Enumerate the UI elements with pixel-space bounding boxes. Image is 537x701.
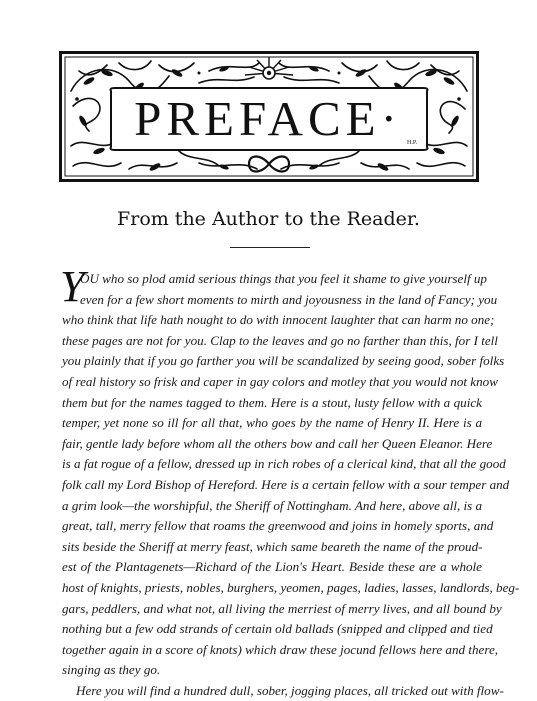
body-line: even for a few short moments to mirth and joyousness in the land of Fancy; you bbox=[80, 291, 498, 307]
body-line: host of knights, priests, nobles, burghers, yeomen, pages, ladies, lasses, landlords, beg- bbox=[62, 579, 520, 595]
preface-body bbox=[60, 262, 520, 701]
preface-title: PREFACE· bbox=[134, 90, 402, 146]
body-line: great, tall, merry fellow that roams the greenwood and joins in homely sports, and bbox=[62, 518, 494, 534]
body-line: Here you will find a hundred dull, sober, jogging places, all tricked out with flow- bbox=[76, 682, 504, 698]
divider-rule bbox=[230, 247, 310, 248]
body-line: who think that life hath nought to do with innocent laughter that can harm no one; bbox=[62, 312, 495, 328]
body-line: temper, yet none so ill for all that, who goes by the name of Henry II. Here is a bbox=[62, 415, 482, 431]
body-line: of real history so frisk and caper in gay colors and motley that you would not know bbox=[62, 373, 498, 389]
preface-subtitle: From the Author to the Reader. bbox=[117, 208, 420, 230]
body-line: sits beside the Sheriff at merry feast, which same beareth the name of the proud- bbox=[62, 538, 483, 554]
body-line: est of the Plantagenets—Richard of the Lion's Heart. Beside these are a whole bbox=[62, 559, 482, 575]
body-line: these pages are not for you. Clap to the leaves and go no farther than this, for I tell bbox=[62, 332, 498, 348]
body-line: is a fat rogue of a fellow, dressed up in rich robes of a clerical kind, that all the good bbox=[62, 456, 506, 472]
body-line: a grim look—the worshipful, the Sheriff of Nottingham. And here, above all, is a bbox=[62, 497, 483, 513]
body-line: together again in a score of knots) which draw these jocund fellows here and there, bbox=[62, 641, 499, 657]
monogram-mark: H.P. bbox=[407, 140, 418, 146]
body-line: fair, gentle lady before whom all the others bow and call her Queen Eleanor. Here bbox=[62, 435, 493, 451]
body-line: folk call my Lord Bishop of Hereford. Here is a certain fellow with a sour temper and bbox=[62, 476, 510, 492]
body-line: them but for the names tagged to them. Here is a stout, lusty fellow with a quick bbox=[62, 394, 482, 410]
body-line: you plainly that if you go farther you will be scandalized by seeing good, sober folks bbox=[62, 353, 505, 369]
body-line: nothing but a few odd strands of certain old ballads (snipped and clipped and tied bbox=[62, 621, 493, 637]
drop-cap: Y bbox=[60, 262, 85, 311]
body-line: singing as they go. bbox=[62, 662, 161, 678]
body-line: OU who so plod amid serious things that you feel it shame to give yourself up bbox=[80, 271, 487, 286]
body-line: gars, peddlers, and what not, all living the merriest of merry lives, and all bound by bbox=[62, 600, 502, 616]
